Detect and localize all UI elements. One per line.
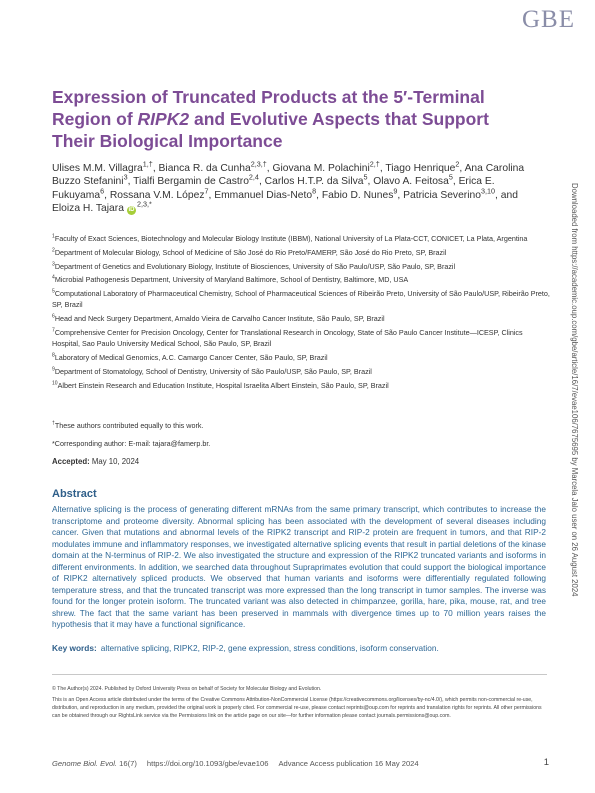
accepted-date-value: May 10, 2024 bbox=[91, 457, 140, 466]
author-separator: , bbox=[459, 163, 465, 174]
affiliation-item bbox=[52, 261, 552, 272]
author-name: Fabio D. Nunes bbox=[321, 189, 394, 201]
footer-volume: 16(7) bbox=[119, 759, 137, 768]
affiliation-text: Laboratory of Medical Genomics, A.C. Camargo Cancer Center, São Paulo, SP, Brazil bbox=[54, 353, 328, 363]
download-side-note: Downloaded from https://academic.oup.com/gbe/article/16/7/evae106/7675695 by Marcela Jalo user on 26 August 2024 bbox=[570, 183, 579, 597]
footer-doi-link[interactable]: https://doi.org/10.1093/gbe/evae106 bbox=[146, 759, 269, 768]
author-affiliation-marker: 8 bbox=[312, 186, 317, 196]
author-name: Bianca R. da Cunha bbox=[158, 163, 251, 174]
author-name: Giovana M. Polachini bbox=[272, 163, 370, 174]
affiliation-number: 9 bbox=[52, 366, 55, 373]
author-name: Olavo A. Feitosa bbox=[373, 176, 449, 188]
author-separator: , bbox=[104, 189, 110, 201]
author-name: Patricia Severino bbox=[403, 189, 481, 201]
author-separator: , bbox=[316, 189, 322, 201]
author-affiliation-marker: 9 bbox=[393, 186, 398, 196]
affiliation-text: Computational Laboratory of Pharmaceutical Chemistry, School of Pharmaceutical Sciences of Ribeirão Preto, University of São Paulo/USP, Ribeirão Preto, SP, Brazil bbox=[52, 289, 550, 310]
equal-contribution-text: These authors contributed equally to this work. bbox=[54, 421, 204, 430]
keywords bbox=[52, 643, 546, 653]
author-separator: , bbox=[379, 163, 386, 174]
author-affiliation-marker: 3 bbox=[123, 172, 128, 182]
author-affiliation-marker: 2,† bbox=[369, 159, 380, 169]
author-affiliation-marker: 2,3,* bbox=[136, 199, 152, 209]
author-separator: , bbox=[367, 176, 374, 188]
abstract-heading: Abstract bbox=[52, 488, 97, 500]
author-name: Erica E. Fukuyama bbox=[52, 176, 495, 201]
author-affiliation-marker: 5 bbox=[363, 172, 368, 182]
affiliation-text: Head and Neck Surgery Department, Arnaldo Vieira de Carvalho Cancer Institute, São Paulo, SP, Brazil bbox=[54, 314, 385, 324]
affiliation-item bbox=[52, 352, 552, 363]
author-affiliation-marker: 5 bbox=[448, 172, 453, 182]
author-name: Carlos H.T.P. da Silva bbox=[264, 176, 364, 188]
affiliation-text: Department of Genetics and Evolutionary Biology, Institute of Biosciences, University of São Paulo/USP, São Paulo, SP, Brazil bbox=[54, 261, 456, 271]
author-affiliation-marker: 3,10 bbox=[480, 186, 495, 196]
affiliation-number: 6 bbox=[52, 313, 55, 320]
divider bbox=[52, 674, 547, 675]
keywords-text: alternative splicing, RIPK2, RIP-2, gene expression, stress conditions, isoform conservation. bbox=[100, 643, 439, 653]
author-affiliation-marker: 2 bbox=[455, 159, 460, 169]
author-name: Tialfi Bergamin de Castro bbox=[133, 176, 249, 188]
author-affiliation-marker: 6 bbox=[100, 186, 105, 196]
author-name: Ana Carolina Buzzo Stefanini bbox=[52, 163, 525, 188]
author-separator: , bbox=[258, 176, 265, 188]
accepted-label: Accepted: bbox=[52, 457, 90, 466]
title-gene: RIPK2 bbox=[137, 109, 190, 129]
license-text: This is an Open Access article distributed under the terms of the Creative Commons Attribution-NonCommercial License (https://creativecommons.org/licenses/by-nc/4.0/), which permits non-commercial re-use, distribution, and reproduction in any medium, provided the original work is properly cited. For commercial re-use, please contact reprints@oup.com for reprints and translation rights for reprints. All other permissions can be obtained through our RightsLink service via the Permissions link on the article page on our site—for further information please contact journals.permissions@oup.com. bbox=[52, 697, 542, 719]
orcid-icon[interactable]: iD bbox=[128, 207, 135, 214]
author-affiliation-marker: 7 bbox=[204, 186, 209, 196]
author-separator: , bbox=[208, 189, 215, 201]
abstract-text: Alternative splicing is the process of generating different mRNAs from the same primary transcript, which contributes to increase the transcriptome and proteome diversity. Abnormal splicing has been associated with the development of several diseases including cancer. Given that mutations and abnormal levels of the RIPK2 transcript and RIP-2 protein are frequent in tumors, and that RIP-2 modulates immune and inflammatory responses, we investigated alternative splicing events that result in partial deletions of the kinase domain at the N-terminus of RIP-2. We also investigated the structure and expression of the RIPK2 truncated variants and isoforms in different environments. In addition, we searched data throughout Supraprimates evolution that could support the biological importance of RIPK2 alternatively spliced products. We observed that human variants and isoforms were differentially regulated following temperature stress, and that the truncated transcript was more expressed than the long transcript in tumor samples. The inverse was found for the longer protein isoform. The truncated variant was also detected in chimpanzee, gorilla, hare, pika, mouse, rat, and tree shrew. The fact that the same variant has been preserved in mammals with divergence times up to 70 million years raises the hypothesis that it may have a functional significance. bbox=[52, 504, 546, 629]
copyright-line: © The Author(s) 2024. Published by Oxford University Press on behalf of Society for Molecular Biology and Evolution. bbox=[52, 686, 322, 692]
affiliation-item bbox=[52, 366, 552, 377]
affiliation-number: 10 bbox=[52, 380, 58, 387]
affiliation-number: 7 bbox=[52, 327, 55, 334]
affiliation-number: 4 bbox=[52, 275, 55, 281]
equal-contribution-note bbox=[52, 420, 552, 431]
affiliation-number: 2 bbox=[52, 247, 55, 254]
page-number: 1 bbox=[543, 757, 549, 768]
journal-logo: GBE bbox=[522, 6, 575, 33]
author-name: Rossana V.M. López bbox=[109, 189, 205, 201]
affiliation-item bbox=[52, 288, 552, 311]
author-list bbox=[52, 159, 544, 216]
author-separator: , bbox=[495, 189, 501, 201]
title-part-1: Expression of Truncated Products at the 5′-Terminal Region of bbox=[52, 87, 485, 129]
accepted-date bbox=[52, 456, 552, 467]
author-affiliation-marker: 2,3,† bbox=[250, 159, 267, 169]
author-separator: , bbox=[152, 163, 159, 174]
author-affiliation-marker: 2,4 bbox=[248, 172, 259, 182]
affiliation-text: Department of Molecular Biology, School of Medicine of São José do Rio Preto/FAMERP, São José do Rio Preto, SP, Brazil bbox=[54, 247, 447, 257]
affiliation-item bbox=[52, 380, 552, 391]
keywords-label: Key words: bbox=[52, 643, 97, 653]
affiliation-item bbox=[52, 274, 552, 285]
affiliation-text: Faculty of Exact Sciences, Biotechnology and Molecular Biology Institute (IBBM), National University of La Plata-CCT, CONICET, La Plata, Argentina bbox=[54, 234, 528, 243]
affiliation-item bbox=[52, 313, 552, 324]
author-name: Tiago Henrique bbox=[385, 163, 456, 174]
affiliation-number: 1 bbox=[52, 233, 55, 240]
author-affiliation-marker: 1,† bbox=[142, 159, 153, 169]
affiliation-item bbox=[52, 247, 552, 258]
author-notes bbox=[52, 420, 552, 467]
author-separator: , bbox=[397, 189, 404, 201]
author-separator: , bbox=[452, 176, 459, 188]
author-separator: , bbox=[127, 176, 134, 188]
author-separator: , bbox=[266, 163, 273, 174]
title-part-2: and Evolutive Aspects that Support Their Biological Importance bbox=[52, 109, 489, 151]
affiliation-number: 5 bbox=[52, 288, 55, 295]
license-block bbox=[52, 685, 547, 720]
affiliation-text: Comprehensive Center for Precision Oncology, Center for Translational Research in Oncology, State of São Paulo Cancer Institute—ICESP, Clinics Hospital, Sao Paulo University Medical School, São Paulo, SP, Brazil bbox=[52, 328, 523, 349]
article-title bbox=[52, 86, 522, 152]
affiliation-text: Department of Stomatology, School of Dentistry, University of São Paulo/USP, São Paulo, SP, Brazil bbox=[54, 366, 372, 376]
affiliation-item bbox=[52, 233, 552, 244]
affiliation-text: Microbial Pathogenesis Department, University of Maryland Baltimore, School of Dentistry, Baltimore, MD, USA bbox=[54, 275, 409, 285]
author-name: Ulises M.M. Villagra bbox=[52, 163, 143, 174]
footer-journal: Genome Biol. Evol. bbox=[52, 759, 117, 768]
affiliation-number: 8 bbox=[52, 352, 55, 359]
page-footer bbox=[52, 759, 547, 768]
affiliation-text: Albert Einstein Research and Education Institute, Hospital Israelita Albert Einstein, São Paulo, SP, Brazil bbox=[57, 380, 389, 390]
footer-advance-access: Advance Access publication 16 May 2024 bbox=[278, 759, 419, 768]
author-name: Emmanuel Dias-Neto bbox=[214, 189, 313, 201]
affiliation-list bbox=[52, 233, 552, 394]
dagger-mark: † bbox=[52, 420, 55, 427]
affiliation-item bbox=[52, 327, 552, 350]
affiliation-number: 3 bbox=[52, 261, 55, 268]
corresponding-author-note: *Corresponding author: E-mail: tajara@famerp.br. bbox=[52, 439, 211, 448]
author-name: and Eloiza H. Tajara bbox=[52, 189, 518, 215]
